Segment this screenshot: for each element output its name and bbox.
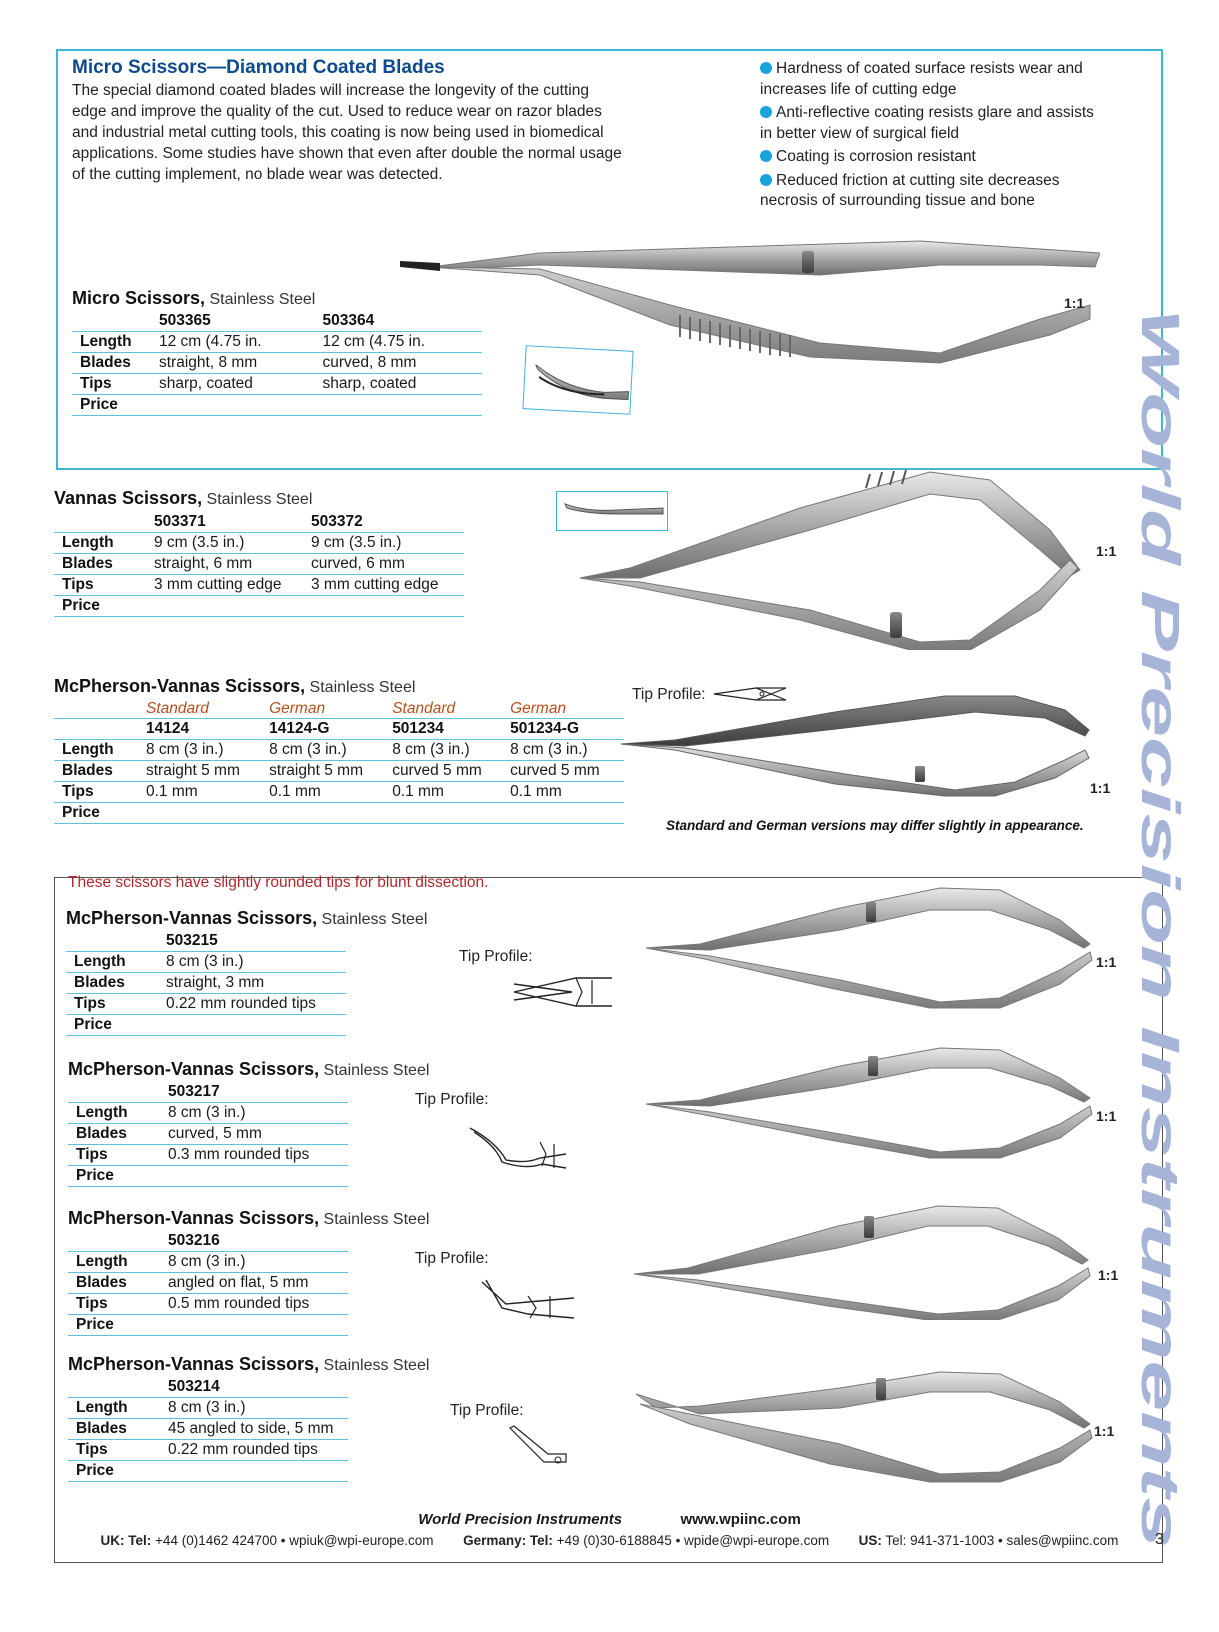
spec-value <box>68 1377 164 1398</box>
spec-row <box>54 719 624 740</box>
scale-label: 1:1 <box>1064 295 1085 311</box>
spec-row <box>68 1124 348 1145</box>
bullet-dot-icon <box>760 106 772 118</box>
spec-value: 503217 <box>168 1083 220 1100</box>
spec-value: curved, 6 mm <box>311 555 405 572</box>
spec-row <box>68 1103 348 1124</box>
spec-label: Length <box>80 333 132 350</box>
spec-row <box>68 1419 348 1440</box>
model-code: 503364 <box>322 312 375 329</box>
spec-row <box>54 554 464 575</box>
spec-value <box>265 803 388 824</box>
spec-value <box>164 1461 348 1482</box>
spec-label: Length <box>76 1253 128 1270</box>
spec-value <box>54 700 142 719</box>
spec-value <box>54 719 142 740</box>
spec-value: 503216 <box>168 1232 220 1249</box>
spec-label: Price <box>76 1462 114 1479</box>
spec-value: curved, 8 mm <box>322 354 417 371</box>
spec-value <box>155 395 319 416</box>
spec-value: Standard <box>146 700 209 717</box>
spec-label: Tips <box>62 576 94 593</box>
spec-row <box>68 1398 348 1419</box>
diamond-bullets <box>760 59 1110 212</box>
spec-value: 8 cm (3 in.) <box>392 741 470 758</box>
spec-value: 8 cm (3 in.) <box>168 1399 246 1416</box>
spec-row <box>68 1461 348 1482</box>
spec-row <box>68 1145 348 1166</box>
spec-label: Tips <box>76 1295 108 1312</box>
scale-label: 1:1 <box>1096 543 1117 559</box>
bullet-item: Reduced friction at cutting site decreases necrosis of surrounding tissue and bone <box>760 171 1060 209</box>
scale-label: 1:1 <box>1098 1267 1119 1283</box>
spec-value: 0.1 mm <box>392 783 444 800</box>
spec-value: curved 5 mm <box>392 762 482 779</box>
diamond-heading: Micro Scissors—Diamond Coated Blades <box>72 57 445 78</box>
scale-label: 1:1 <box>1096 954 1117 970</box>
footer-website[interactable]: www.wpiinc.com <box>680 1511 801 1528</box>
spec-value: 3 mm cutting edge <box>311 576 439 593</box>
spec-value: straight 5 mm <box>146 762 240 779</box>
rounded-product-title: McPherson-Vannas Scissors, Stainless Steel <box>66 908 428 928</box>
mcpherson-scissors-image <box>615 690 1095 800</box>
spec-label: Blades <box>76 1125 127 1142</box>
spec-label: Tips <box>62 783 94 800</box>
spec-value: straight, 3 mm <box>166 974 265 991</box>
micro-tip-inset-image <box>522 345 633 415</box>
spec-label: Blades <box>62 555 113 572</box>
rounded-spec-table <box>66 931 346 1036</box>
spec-value <box>388 803 506 824</box>
spec-value: straight 5 mm <box>269 762 363 779</box>
spec-label: Tips <box>76 1146 108 1163</box>
side-banner <box>1130 300 1190 1560</box>
bullet-item: Hardness of coated surface resists wear and increases life of cutting edge <box>760 60 1083 98</box>
scale-label: 1:1 <box>1090 780 1111 796</box>
spec-value: 503215 <box>166 932 218 949</box>
diamond-intro <box>72 80 652 185</box>
spec-value: German <box>269 700 326 717</box>
mcpherson-spec-table <box>54 700 624 824</box>
spec-row <box>66 952 346 973</box>
spec-row <box>54 803 624 824</box>
spec-row <box>68 1252 348 1273</box>
intro-line: of the cutting implement, no blade wear was detected. <box>72 166 443 183</box>
page-number: 3 <box>1155 1531 1164 1548</box>
spec-value: angled on flat, 5 mm <box>168 1274 309 1291</box>
spec-label: Length <box>62 741 114 758</box>
spec-value: 0.5 mm rounded tips <box>168 1295 310 1312</box>
spec-value: straight, 6 mm <box>154 555 253 572</box>
spec-value: Standard <box>392 700 456 717</box>
micro-title: Micro Scissors, Stainless Steel <box>72 288 316 308</box>
spec-value: 0.22 mm rounded tips <box>166 995 316 1012</box>
spec-label: Tips <box>76 1441 108 1458</box>
spec-value <box>307 596 464 617</box>
spec-value: 3 mm cutting edge <box>154 576 282 593</box>
rounded-spec-table <box>68 1377 348 1482</box>
spec-value <box>68 1082 164 1103</box>
spec-value <box>72 311 155 332</box>
rounded-product-title: McPherson-Vannas Scissors, Stainless Steel <box>68 1208 430 1228</box>
spec-row <box>54 761 624 782</box>
tip-profile-label: Tip Profile: <box>459 948 533 965</box>
bullet-dot-icon <box>760 174 772 186</box>
rounded-scissors-image-1 <box>640 880 1110 1010</box>
rounded-scissors-image-3 <box>628 1196 1108 1320</box>
spec-row <box>54 740 624 761</box>
vannas-spec-table <box>54 512 464 617</box>
spec-label: Blades <box>76 1420 127 1437</box>
rounded-spec-table <box>68 1082 348 1187</box>
spec-row <box>54 575 464 596</box>
spec-row <box>66 973 346 994</box>
spec-value: straight, 8 mm <box>159 354 258 371</box>
tip-profile-diagram <box>508 1424 570 1468</box>
bullet-item: Anti-reflective coating resists glare and assists in better view of surgical field <box>760 104 1094 142</box>
spec-row <box>72 374 482 395</box>
model-code: 503371 <box>154 513 206 530</box>
vannas-title: Vannas Scissors, Stainless Steel <box>54 488 313 508</box>
spec-value: 14124-G <box>269 720 330 737</box>
spec-label: Blades <box>74 974 125 991</box>
spec-value <box>319 395 483 416</box>
spec-label: Price <box>76 1167 114 1184</box>
spec-label: Price <box>62 597 100 614</box>
micro-scissors-image <box>400 235 1100 375</box>
spec-label: Length <box>76 1104 128 1121</box>
spec-value: 0.22 mm rounded tips <box>168 1441 318 1458</box>
spec-value: sharp, coated <box>159 375 253 392</box>
bullet-item: Coating is corrosion resistant <box>760 147 1110 168</box>
spec-value: 12 cm (4.75 in. <box>322 333 426 350</box>
spec-row <box>54 700 624 719</box>
model-code: 503372 <box>311 513 363 530</box>
intro-line: edge and improve the quality of the cut. Used to reduce wear on razor blades <box>72 103 602 120</box>
version-note: Standard and German versions may differ slightly in appearance. <box>666 818 1084 833</box>
spec-label: Blades <box>62 762 113 779</box>
rounded-product-title: McPherson-Vannas Scissors, Stainless Steel <box>68 1059 430 1079</box>
spec-value: 12 cm (4.75 in. <box>159 333 262 350</box>
us-email-link[interactable]: sales@wpiinc.com <box>1006 1533 1119 1548</box>
spec-row <box>68 1273 348 1294</box>
spec-value: 0.1 mm <box>269 783 321 800</box>
rounded-spec-table <box>68 1231 348 1336</box>
spec-row <box>68 1440 348 1461</box>
spec-value <box>54 512 150 533</box>
spec-value: 8 cm (3 in.) <box>168 1104 246 1121</box>
bullet-dot-icon <box>760 150 772 162</box>
spec-row <box>68 1377 348 1398</box>
spec-row <box>54 512 464 533</box>
scale-label: 1:1 <box>1094 1423 1115 1439</box>
spec-row <box>68 1082 348 1103</box>
spec-value: 501234 <box>392 720 444 737</box>
spec-row <box>54 533 464 554</box>
spec-row <box>68 1294 348 1315</box>
spec-value: 8 cm (3 in.) <box>168 1253 246 1270</box>
spec-label: Tips <box>80 375 112 392</box>
footer-line-2: UK: Tel: +44 (0)1462 424700 • wpiuk@wpi-europe.com Germany: Tel: +49 (0)30-6188845 • wpide@wpi-europe.com US: Tel: 941-371-1003 • sales@wpiinc.com <box>100 1533 1119 1548</box>
spec-value: 0.1 mm <box>510 783 562 800</box>
rounded-scissors-image-4 <box>630 1364 1110 1490</box>
spec-value: 0.1 mm <box>146 783 198 800</box>
spec-value: 8 cm (3 in.) <box>269 741 347 758</box>
spec-value <box>142 803 265 824</box>
spec-value: 14124 <box>146 720 190 737</box>
footer-company: World Precision Instruments <box>418 1511 623 1528</box>
bullet-dot-icon <box>760 62 772 74</box>
spec-value <box>68 1231 164 1252</box>
spec-value: 8 cm (3 in.) <box>510 741 588 758</box>
spec-label: Price <box>76 1316 114 1333</box>
spec-value: German <box>510 700 567 717</box>
spec-value <box>506 803 624 824</box>
tip-profile-diagram <box>512 974 616 1010</box>
tip-profile-label: Tip Profile: <box>450 1402 524 1419</box>
footer-line-1 <box>0 1511 1219 1528</box>
de-email-link[interactable]: wpide@wpi-europe.com <box>684 1533 830 1548</box>
spec-label: Blades <box>76 1274 127 1291</box>
spec-label: Price <box>80 396 118 413</box>
spec-row <box>54 782 624 803</box>
spec-value: 9 cm (3.5 in.) <box>311 534 402 551</box>
spec-label: Length <box>76 1399 128 1416</box>
spec-row <box>72 395 482 416</box>
spec-value: curved, 5 mm <box>168 1125 262 1142</box>
intro-line: The special diamond coated blades will increase the longevity of the cutting <box>72 82 589 99</box>
spec-label: Length <box>62 534 114 551</box>
spec-value: 8 cm (3 in.) <box>146 741 224 758</box>
spec-row <box>68 1231 348 1252</box>
spec-value: 8 cm (3 in.) <box>166 953 244 970</box>
mcpherson-title: McPherson-Vannas Scissors, Stainless Steel <box>54 676 416 696</box>
vannas-scissors-image <box>570 460 1090 650</box>
tip-profile-diagram <box>478 1278 578 1322</box>
spec-value <box>164 1166 348 1187</box>
spec-value: sharp, coated <box>322 375 417 392</box>
rounded-scissors-image-2 <box>640 1040 1110 1160</box>
spec-value <box>150 596 307 617</box>
tip-profile-label: Tip Profile: <box>415 1091 489 1108</box>
spec-value: 9 cm (3.5 in.) <box>154 534 245 551</box>
spec-label: Price <box>62 804 100 821</box>
spec-row <box>66 994 346 1015</box>
spec-value <box>164 1315 348 1336</box>
spec-value: 0.3 mm rounded tips <box>168 1146 310 1163</box>
spec-value: 45 angled to side, 5 mm <box>168 1420 334 1437</box>
rounded-intro: These scissors have slightly rounded tips for blunt dissection. <box>68 874 489 891</box>
intro-line: applications. Some studies have shown that even after double the normal usage <box>72 145 622 162</box>
side-banner-text: World Precision Instruments <box>1130 308 1190 1043</box>
spec-value <box>162 1015 346 1036</box>
spec-value: curved 5 mm <box>510 762 600 779</box>
spec-label: Blades <box>80 354 131 371</box>
spec-label: Length <box>74 953 126 970</box>
scale-label: 1:1 <box>1096 1108 1117 1124</box>
model-code: 503365 <box>159 312 211 329</box>
spec-label: Price <box>74 1016 112 1033</box>
intro-line: and industrial metal cutting tools, this coating is now being used in biomedical <box>72 124 604 141</box>
spec-value: 503214 <box>168 1378 220 1395</box>
spec-value <box>66 931 162 952</box>
spec-row <box>66 1015 346 1036</box>
spec-row <box>68 1315 348 1336</box>
spec-row <box>66 931 346 952</box>
uk-email-link[interactable]: wpiuk@wpi-europe.com <box>289 1533 434 1548</box>
tip-profile-label: Tip Profile: <box>415 1250 489 1267</box>
tip-profile-label: Tip Profile: <box>632 686 706 703</box>
spec-value: 501234-G <box>510 720 580 737</box>
spec-label: Tips <box>74 995 106 1012</box>
rounded-product-title: McPherson-Vannas Scissors, Stainless Steel <box>68 1354 430 1374</box>
spec-row <box>54 596 464 617</box>
spec-row <box>68 1166 348 1187</box>
tip-profile-diagram <box>466 1124 570 1170</box>
